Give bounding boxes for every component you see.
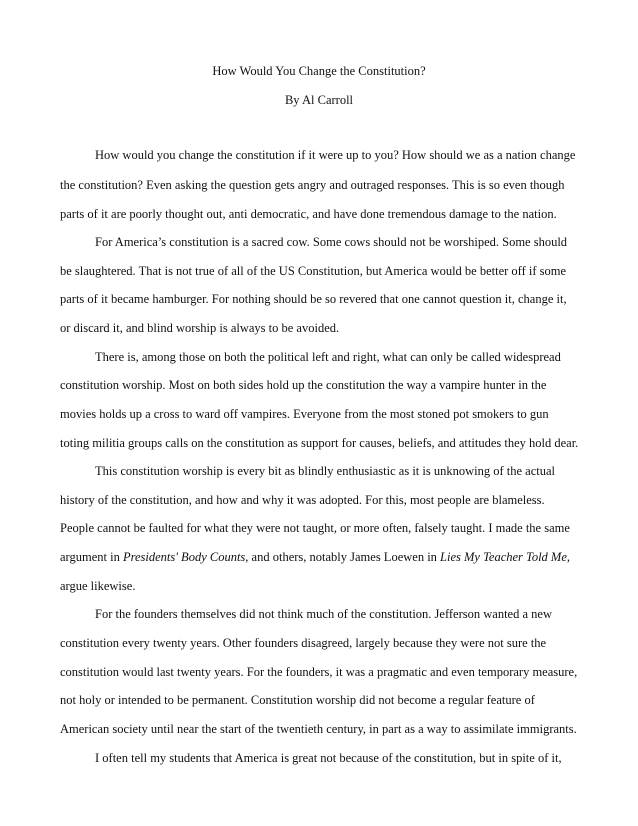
paragraph-line: be slaughtered. That is not true of all of the US Constitution, but America would be better off if some — [60, 264, 567, 278]
paragraph-line: argue likewise. — [60, 579, 136, 593]
paragraph-line: history of the constitution, and how and why it was adopted. For this, most people are blameless. — [60, 493, 545, 507]
paragraph-line: parts of it became hamburger. For nothing should be so revered that one cannot question it, change it, — [60, 292, 567, 306]
paragraph-line: parts of it are poorly thought out, anti democratic, and have done tremendous damage to the nation. — [60, 207, 557, 221]
paragraph-line: How would you change the constitution if it were up to you? How should we as a nation change — [95, 148, 576, 162]
paragraph-line: There is, among those on both the political left and right, what can only be called widespread — [95, 350, 561, 364]
document-byline: By Al Carroll — [284, 93, 354, 107]
paragraph-line: constitution worship. Most on both sides hold up the constitution the way a vampire hunter in the — [60, 378, 547, 392]
text-run: argument in — [60, 550, 123, 564]
paragraph-line: American society until near the start of the twentieth century, in part as a way to assimilate immigrants. — [60, 722, 577, 736]
paragraph-line: constitution every twenty years. Other founders disagreed, largely because they were not sure the — [60, 636, 547, 650]
document-title: How Would You Change the Constitution? — [212, 64, 426, 78]
paragraph-line: For the founders themselves did not think much of the constitution. Jefferson wanted a new — [95, 607, 552, 621]
paragraph-line: not holy or intended to be permanent. Constitution worship did not become a regular feature of — [60, 693, 535, 707]
paragraph-line: For America’s constitution is a sacred cow. Some cows should not be worshiped. Some should — [95, 235, 568, 249]
paragraph-line: This constitution worship is every bit as blindly enthusiastic as it is unknowing of the actual — [95, 464, 556, 478]
paragraph-line: I often tell my students that America is great not because of the constitution, but in spite of it, — [95, 751, 562, 765]
book-title: Presidents' Body Counts — [122, 550, 246, 564]
text-run: , and others, notably James Loewen in — [245, 550, 441, 564]
book-title: Lies My Teacher Told Me — [440, 550, 567, 564]
paragraph-line: the constitution? Even asking the question gets angry and outraged responses. This is so even though — [60, 178, 565, 192]
paragraph-line: or discard it, and blind worship is always to be avoided. — [60, 321, 340, 335]
text-run: , — [566, 550, 571, 564]
paragraph-line: People cannot be faulted for what they were not taught, or more often, falsely taught. I made the same — [60, 521, 570, 535]
paragraph-line: constitution would last twenty years. For the founders, it was a pragmatic and even temporary measure, — [60, 665, 578, 679]
paragraph-line-with-titles — [60, 549, 570, 565]
paragraph-line: movies holds up a cross to ward off vampires. Everyone from the most stoned pot smokers to gun — [60, 407, 549, 421]
paragraph-line: toting militia groups calls on the constitution as support for causes, beliefs, and attitudes they hold dear. — [60, 436, 579, 450]
